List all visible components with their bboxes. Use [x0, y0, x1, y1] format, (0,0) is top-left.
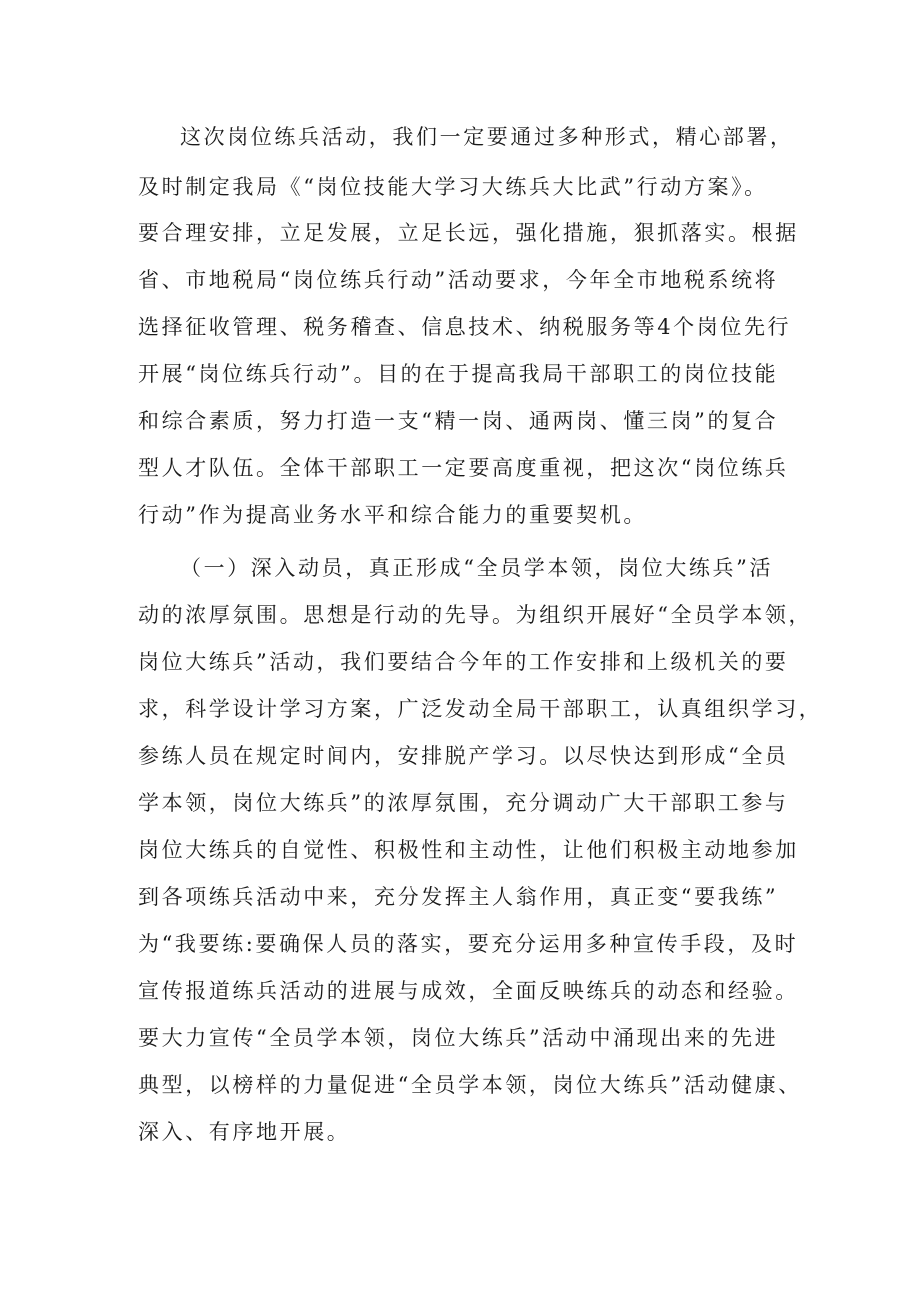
section-1-line-12: 典型，以榜样的力量促进“全员学本领，岗位大练兵”活动健康、 [138, 1073, 802, 1097]
section-1-line-2: 动的浓厚氛围。思想是行动的先导。为组织开展好“全员学本领， [138, 603, 813, 627]
section-1-line-11: 要大力宣传“全员学本领，岗位大练兵”活动中涌现出来的先进 [138, 1026, 779, 1050]
section-1-line-1: （一）深入动员，真正形成“全员学本领，岗位大练兵”活 [180, 556, 774, 580]
intro-line-4: 省、市地税局“岗位练兵行动”活动要求，今年全市地税系统将 [138, 268, 779, 292]
section-1-line-3: 岗位大练兵”活动，我们要结合今年的工作安排和上级机关的要 [138, 650, 789, 674]
intro-line-8: 型人才队伍。全体干部职工一定要高度重视，把这次“岗位练兵 [138, 456, 789, 480]
section-1-line-4: 求，科学设计学习方案，广泛发动全局干部职工，认真组织学习， [138, 697, 823, 721]
intro-line-5: 选择征收管理、税务稽查、信息技术、纳税服务等4个岗位先行 [138, 315, 792, 339]
section-1-line-6: 学本领，岗位大练兵”的浓厚氛围，充分调动广大干部职工参与 [138, 791, 789, 815]
section-1-line-5: 参练人员在规定时间内，安排脱产学习。以尽快达到形成“全员 [138, 744, 789, 768]
section-1-line-7: 岗位大练兵的自觉性、积极性和主动性，让他们积极主动地参加 [138, 838, 799, 862]
section-1-line-13: 深入、有序地开展。 [138, 1120, 351, 1144]
intro-line-1: 这次岗位练兵活动，我们一定要通过多种形式，精心部署， [180, 125, 794, 149]
section-1-line-9: 为“我要练:要确保人员的落实，要充分运用多种宣传手段，及时 [138, 932, 799, 956]
intro-line-3: 要合理安排，立足发展，立足长远，强化措施，狠抓落实。根据 [138, 221, 799, 245]
section-1-line-10: 宣传报道练兵活动的进展与成效，全面反映练兵的动态和经验。 [138, 979, 799, 1003]
intro-line-2: 及时制定我局《“岗位技能大学习大练兵大比武”行动方案》。 [138, 175, 768, 199]
intro-line-7: 和综合素质，努力打造一支“精一岗、通两岗、懂三岗”的复合 [138, 409, 779, 433]
intro-line-6: 开展“岗位练兵行动”。目的在于提高我局干部职工的岗位技能 [138, 362, 779, 386]
intro-line-9: 行动”作为提高业务水平和综合能力的重要契机。 [138, 503, 647, 527]
section-1-line-8: 到各项练兵活动中来，充分发挥主人翁作用，真正变“要我练” [138, 885, 779, 909]
